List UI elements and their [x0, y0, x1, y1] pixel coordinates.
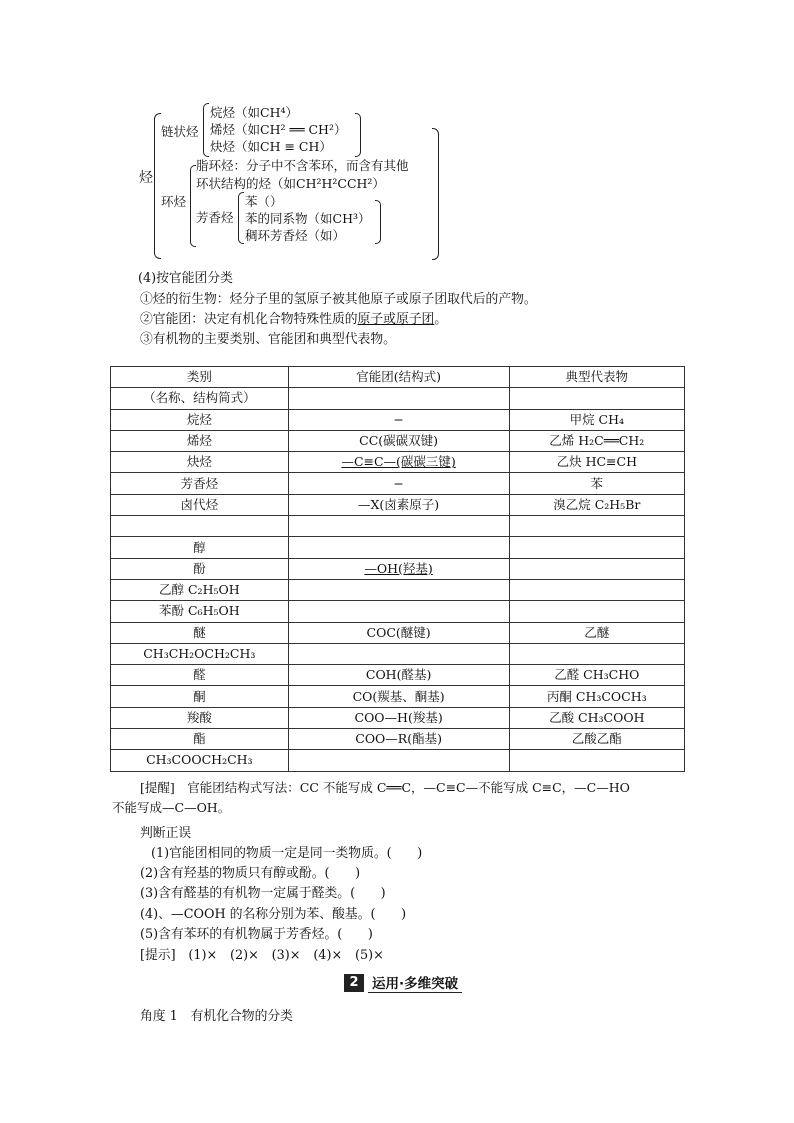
tree-fused: 稠环芳香烃（如） [245, 228, 346, 243]
root-brace [154, 113, 161, 259]
table-cell: 醛 [111, 665, 289, 686]
table-cell: 苯酚 C₆H₅OH [111, 601, 289, 622]
table-row [111, 601, 685, 622]
table-row [111, 643, 685, 664]
tree-chain: 链状烃 [161, 124, 199, 139]
table-cell: 卤代烃 [111, 494, 289, 515]
table-cell [288, 643, 509, 664]
functional-group-table [110, 366, 685, 772]
table-cell: 醇 [111, 537, 289, 558]
table-cell: COC(醚键) [288, 622, 509, 643]
intro-line-3: ③有机物的主要类别、官能团和典型代表物。 [140, 332, 396, 347]
aromatic-brace [238, 192, 244, 244]
tree-alkane: 烷烃（如CH⁴） [210, 105, 298, 120]
table-cell [509, 537, 684, 558]
table-cell: 乙烯 H₂C══CH₂ [509, 430, 684, 451]
table-row [111, 494, 685, 515]
table-cell: 乙醚 [509, 622, 684, 643]
table-cell [509, 388, 684, 409]
table-cell [111, 516, 289, 537]
table-row [111, 409, 685, 430]
table-row [111, 452, 685, 473]
judge-q1: (1)官能团相同的物质一定是同一类物质。( ) [151, 846, 423, 861]
table-cell: 酚 [111, 558, 289, 579]
table-cell [288, 388, 509, 409]
table-cell: 醚 [111, 622, 289, 643]
table-cell [509, 558, 684, 579]
table-cell: （名称、结构简式） [111, 388, 289, 409]
table-cell: 乙酸乙酯 [509, 729, 684, 750]
section-heading [344, 972, 462, 993]
table-cell [288, 601, 509, 622]
table-cell [509, 601, 684, 622]
judge-q5: (5)含有苯环的有机物属于芳香烃。( ) [140, 927, 373, 942]
table-cell: 苯 [509, 473, 684, 494]
table-cell: COH(醛基) [288, 665, 509, 686]
table-cell: 乙醛 CH₃CHO [509, 665, 684, 686]
angle-heading: 角度 1 有机化合物的分类 [140, 1009, 293, 1024]
table-cell: 乙炔 HC≡CH [509, 452, 684, 473]
judge-q2: (2)含有羟基的物质只有醇或酚。( ) [140, 866, 361, 881]
table-cell [509, 750, 684, 771]
table-cell: COO—R(酯基) [288, 729, 509, 750]
tip-line-2: 不能写成—C—OH。 [112, 800, 231, 815]
table-row [111, 622, 685, 643]
header-cell: 典型代表物 [509, 367, 684, 388]
table-cell: 酮 [111, 686, 289, 707]
table-cell: − [288, 409, 509, 430]
table-row [111, 665, 685, 686]
table-cell: 溴乙烷 C₂H₅Br [509, 494, 684, 515]
aromatic-brace-right [375, 200, 381, 244]
table-cell: CH₃COOCH₂CH₃ [111, 750, 289, 771]
intro-line-2: ②官能团：决定有机化合物特殊性质的原子或原子团。 [140, 312, 448, 327]
table-row [111, 729, 685, 750]
tree-aromatic: 芳香烃 [196, 210, 234, 225]
table-row [111, 516, 685, 537]
table-cell [509, 579, 684, 600]
table-cell: CH₃CH₂OCH₂CH₃ [111, 643, 289, 664]
judge-q4: (4)、—COOH 的名称分别为苯、酸基。( ) [140, 907, 407, 922]
table-cell: —X(卤素原子) [288, 494, 509, 515]
section-number: 2 [344, 974, 364, 992]
table-row [111, 388, 685, 409]
table-cell [509, 643, 684, 664]
table-cell [288, 516, 509, 537]
tree-alkyne: 炔烃（如CH ≡ CH） [210, 139, 332, 154]
tree-alicyclic: 脂环烃：分子中不含苯环，而含有其他 [196, 158, 409, 173]
table-row [111, 537, 685, 558]
table-cell [288, 537, 509, 558]
table-row [111, 707, 685, 728]
table-cell [509, 516, 684, 537]
table-header [111, 367, 685, 388]
tree-root: 烃 [139, 170, 153, 186]
table-row [111, 750, 685, 771]
table-cell: —OH(羟基) [288, 558, 509, 579]
table-row [111, 579, 685, 600]
chain-brace [203, 103, 209, 157]
header-cell: 类别 [111, 367, 289, 388]
tree-benzene: 苯（） [245, 194, 283, 209]
chain-brace-right [355, 113, 361, 157]
intro-line-1: ①烃的衍生物：烃分子里的氢原子被其他原子或原子团取代后的产物。 [140, 292, 537, 307]
tree-alkene: 烯烃（如CH² ══ CH²） [210, 122, 347, 137]
table-cell: CO(羰基、酮基) [288, 686, 509, 707]
heading-4: (4)按官能团分类 [138, 271, 233, 286]
section-title: 运用·多维突破 [368, 972, 462, 993]
tree-cyclic: 环烃 [161, 194, 187, 209]
table-row [111, 430, 685, 451]
judge-title: 判断正误 [140, 826, 192, 841]
judge-q3: (3)含有醛基的有机物一定属于醛类。( ) [140, 886, 386, 901]
header-cell: 官能团(结构式) [288, 367, 509, 388]
table-cell: CC(碳碳双键) [288, 430, 509, 451]
table-cell: 羧酸 [111, 707, 289, 728]
table-cell: 乙醇 C₂H₅OH [111, 579, 289, 600]
table-cell: 芳香烃 [111, 473, 289, 494]
table-row [111, 473, 685, 494]
table-cell: 乙酸 CH₃COOH [509, 707, 684, 728]
underlined-answer: 原子或原子团 [357, 312, 435, 327]
table-cell [288, 579, 509, 600]
tip-line-1: [提醒] 官能团结构式写法：CC 不能写成 C══C，—C≡C—不能写成 C≡C，—C—HO [140, 780, 630, 795]
table-cell [288, 750, 509, 771]
table-cell: 烯烃 [111, 430, 289, 451]
judge-answer: [提示] (1)× (2)× (3)× (4)× (5)× [140, 948, 384, 963]
table-cell: —C≡C—(碳碳三键) [288, 452, 509, 473]
root-brace-right [432, 128, 439, 260]
table-cell: − [288, 473, 509, 494]
table-cell: 烷烃 [111, 409, 289, 430]
table-cell: 酯 [111, 729, 289, 750]
table-cell: 炔烃 [111, 452, 289, 473]
table-cell: COO—H(羧基) [288, 707, 509, 728]
tree-alicyclic2: 环状结构的烃（如CH²H²CCH²） [196, 176, 385, 191]
table-cell: 甲烷 CH₄ [509, 409, 684, 430]
table-row [111, 558, 685, 579]
table-cell: 丙酮 CH₃COCH₃ [509, 686, 684, 707]
table-row [111, 686, 685, 707]
tree-homolog: 苯的同系物（如CH³） [245, 211, 371, 226]
